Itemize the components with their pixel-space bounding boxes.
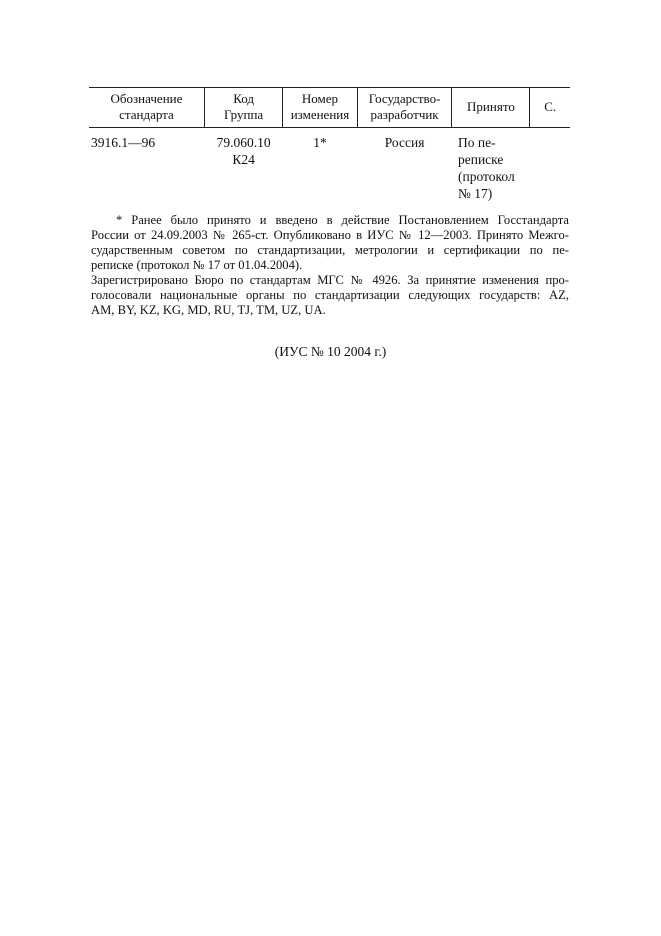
cell-designation: 3916.1—96 [91, 135, 156, 150]
footnote-line-4: реписке (протокол № 17 от 01.04.2004). [91, 258, 303, 272]
header-page [530, 88, 570, 128]
header-code-line-1: Код [233, 91, 254, 106]
table-header-row [89, 88, 570, 128]
cell-developer-state: Россия [384, 135, 425, 150]
header-designation-line-2: стандарта [119, 107, 174, 122]
cell-accepted-line-4: № 17) [457, 186, 493, 201]
header-page-line-1: С. [544, 99, 557, 114]
header-code-line-2: Группа [223, 107, 264, 122]
footnote-paragraph [91, 213, 569, 273]
header-change-line-2: изменения [290, 107, 350, 122]
standards-table [89, 87, 570, 202]
registration-line-3: AM, BY, KZ, KG, MD, RU, TJ, TM, UZ, UA. [91, 303, 326, 317]
header-state-line-2: разработчик [370, 107, 439, 122]
header-accepted-line-1: Принято [467, 99, 515, 114]
cell-accepted [452, 128, 530, 203]
header-accepted [452, 88, 530, 128]
header-code-group [204, 88, 282, 128]
cell-code-group [204, 128, 282, 203]
registration-paragraph [91, 273, 569, 318]
table-row [89, 128, 570, 203]
cell-change-number: 1* [313, 135, 327, 150]
cell-group: К24 [232, 152, 255, 167]
registration-line-1: Зарегистрировано Бюро по стандартам МГС № 4926. За принятие изменения про- [91, 273, 569, 287]
cell-accepted-line-2: реписке [457, 152, 504, 167]
footnote-line-1: * Ранее было принято и введено в действие Постановлением Госстандарта [116, 213, 569, 227]
cell-accepted-line-3: (протокол [457, 169, 515, 184]
header-change-line-1: Номер [301, 91, 339, 106]
header-designation-line-1: Обозначение [110, 91, 183, 106]
header-change-number [283, 88, 357, 128]
cell-code: 79.060.10 [216, 135, 271, 150]
footnote-line-2: России от 24.09.2003 № 265-ст. Опубликовано в ИУС № 12—2003. Принято Межго- [91, 228, 569, 242]
header-designation [89, 88, 204, 128]
cell-accepted-line-1: По пе- [457, 135, 496, 150]
registration-line-2: голосовали национальные органы по стандартизации следующих государств: AZ, [91, 288, 569, 302]
footnote-line-3: сударственным советом по стандартизации, метрологии и сертификации по пе- [91, 243, 569, 257]
header-state-line-1: Государство- [368, 91, 441, 106]
notes-block [91, 213, 569, 318]
cell-page [530, 128, 570, 203]
header-developer-state [357, 88, 452, 128]
source-reference: (ИУС № 10 2004 г.) [274, 344, 387, 359]
